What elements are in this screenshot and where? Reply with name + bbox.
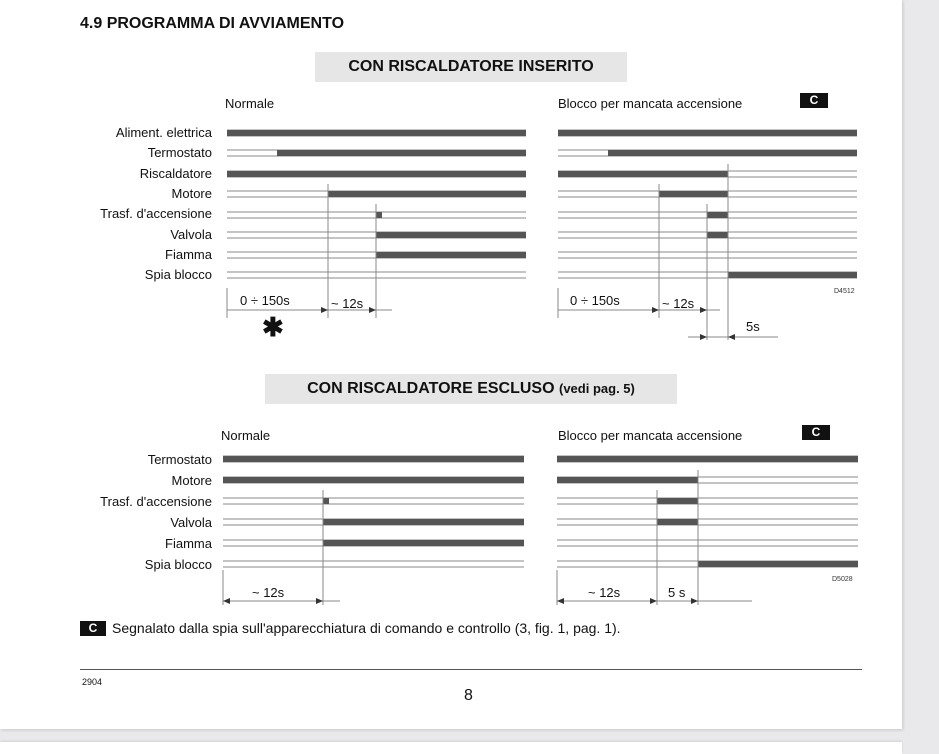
- top-right-bar-lockout: [728, 272, 857, 278]
- note-text: Segnalato dalla spia sull'apparecchiatura di comando e controllo (3, fig. 1, pag. 1).: [112, 620, 621, 636]
- bottom-diagram-code: D5028: [832, 576, 853, 583]
- top-right-dim-prepurge: 0 ÷ 150s: [570, 293, 620, 308]
- top-left-bar-flame: [376, 252, 526, 258]
- section-title: 4.9 PROGRAMMA DI AVVIAMENTO: [80, 15, 345, 32]
- top-left-bar-thermostat: [277, 150, 526, 156]
- bottom-right-title: Blocco per mancata accensione: [558, 428, 743, 443]
- top-right-bar-motor: [659, 191, 728, 197]
- note-c-badge: C: [80, 621, 106, 636]
- banner-heater-off-note: (vedi pag. 5): [559, 381, 635, 396]
- top-label-valve: Valvola: [170, 227, 212, 242]
- top-diagram-code: D4512: [834, 288, 855, 295]
- bottom-label-motor: Motore: [171, 473, 212, 488]
- bottom-right-dim-5s: 5 s: [668, 585, 686, 600]
- top-right-bar-power: [558, 130, 857, 136]
- top-left-bar-ignition: [376, 212, 382, 218]
- next-page-edge: [0, 742, 902, 754]
- top-left-bar-heater: [227, 171, 526, 177]
- bottom-left-bar-flame: [323, 540, 524, 546]
- bottom-label-lockout-lamp: Spia blocco: [144, 557, 212, 572]
- top-label-ignition-transformer: Trasf. d'accensione: [100, 206, 212, 221]
- bottom-left-bar-valve: [323, 519, 524, 525]
- top-right-bar-heater: [558, 171, 728, 177]
- bottom-label-thermostat: Termostato: [147, 452, 212, 467]
- top-left-dim-prepurge: 0 ÷ 150s: [240, 293, 290, 308]
- banner-heater-on: CON RISCALDATORE INSERITO: [315, 52, 627, 82]
- bottom-right-bar-motor: [557, 477, 698, 483]
- bottom-right-bar-valve: [657, 519, 698, 525]
- top-left-bar-power: [227, 130, 526, 136]
- top-right-dim-12s: ~ 12s: [662, 296, 695, 311]
- bottom-right-dim-arrow: [691, 598, 698, 604]
- top-right-bar-valve: [707, 232, 728, 238]
- bottom-label-ignition-transformer: Trasf. d'accensione: [100, 494, 212, 509]
- top-label-thermostat: Termostato: [147, 145, 212, 160]
- footer-doc-code: 2904: [82, 677, 103, 687]
- bottom-right-dim-arrow: [650, 598, 657, 604]
- asterisk-icon: ✱: [262, 312, 284, 342]
- bottom-left-dim-arrow: [223, 598, 230, 604]
- top-right-title: Blocco per mancata accensione: [558, 96, 743, 111]
- bottom-label-flame: Fiamma: [165, 536, 212, 551]
- top-label-motor: Motore: [171, 186, 212, 201]
- top-label-heater: Riscaldatore: [139, 166, 212, 181]
- bottom-right-dim-12s: ~ 12s: [588, 585, 621, 600]
- top-left-bar-valve: [376, 232, 526, 238]
- bottom-right-bar-lockout: [698, 561, 858, 567]
- bottom-c-badge: C: [802, 425, 830, 440]
- top-right-bar-ignition: [707, 212, 728, 218]
- banner-heater-off-title: CON RISCALDATORE ESCLUSO: [307, 380, 555, 397]
- bottom-label-valve: Valvola: [170, 515, 212, 530]
- top-left-bar-motor: [328, 191, 526, 197]
- timing-diagram-layer: [223, 130, 858, 605]
- bottom-left-dim-12s: ~ 12s: [252, 585, 285, 600]
- bottom-right-dim-arrow: [557, 598, 564, 604]
- top-left-title: Normale: [225, 96, 275, 111]
- top-right-dim-arrow: [728, 334, 735, 340]
- bottom-left-dim-arrow: [316, 598, 323, 604]
- top-right-dim-5s: 5s: [746, 319, 760, 334]
- bottom-right-bar-ignition: [657, 498, 698, 504]
- bottom-left-bar-motor: [223, 477, 524, 483]
- top-left-dim-arrow: [321, 307, 328, 313]
- top-left-dim-arrow: [369, 307, 376, 313]
- top-label-power: Aliment. elettrica: [115, 125, 212, 140]
- top-right-dim-arrow: [700, 334, 707, 340]
- bottom-left-title: Normale: [221, 428, 271, 443]
- bottom-left-bar-thermostat: [223, 456, 524, 462]
- top-c-badge: C: [800, 93, 828, 108]
- top-right-bar-thermostat: [608, 150, 857, 156]
- top-left-dim-12s: ~ 12s: [331, 296, 364, 311]
- top-label-lockout-lamp: Spia blocco: [144, 267, 212, 282]
- bottom-right-bar-thermostat: [557, 456, 858, 462]
- top-right-dim-arrow: [700, 307, 707, 313]
- page-number: 8: [464, 687, 473, 704]
- bottom-left-bar-ignition: [323, 498, 329, 504]
- top-right-dim-arrow: [652, 307, 659, 313]
- top-label-flame: Fiamma: [165, 247, 212, 262]
